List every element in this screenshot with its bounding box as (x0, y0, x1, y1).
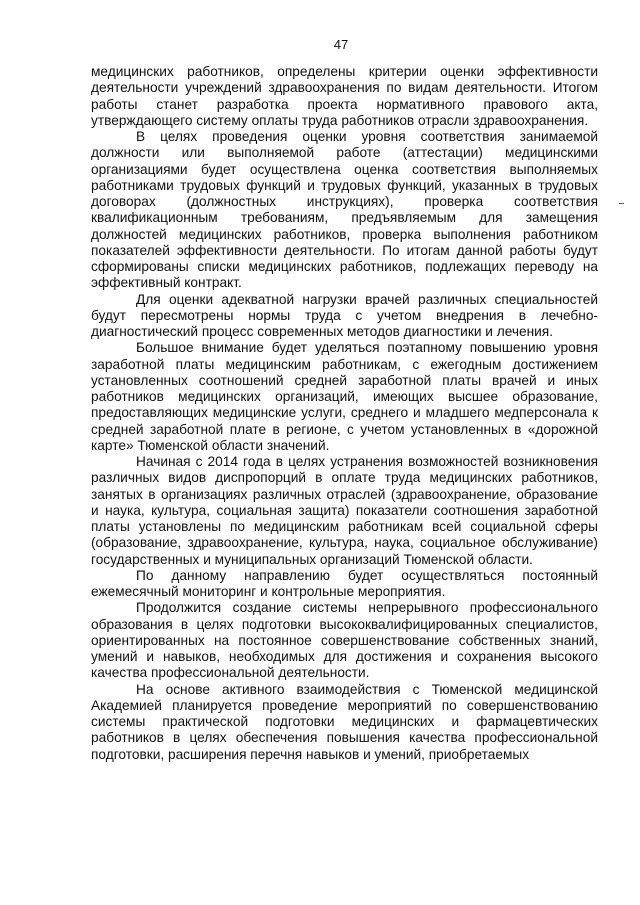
paragraph-monitoring: По данному направлению будет осуществляться постоянный ежемесячный мониторинг и контрольные мероприятия. (91, 567, 598, 599)
paragraph-salary-increase: Большое внимание будет уделяться поэтапному повышению уровня заработной платы медицинским работникам, с ежегодным достижением установленных соотношений средней заработной платы врачей и иных работников медицинских организаций, имеющих высшее образование, предоставляющих медицинские услуги, среднего и младшего медперсонала к средней заработной плате в регионе, с учетом установленных в «дорожной карте» Тюменской области значений. (91, 340, 598, 453)
document-body (91, 64, 598, 763)
paragraph-continuation: медицинских работников, определены критерии оценки эффективности деятельности учреждений здравоохранения по видам деятельности. Итогом работы станет разработка проекта нормативного правового акта, утверждающего систему оплаты труда работников отрасли здравоохранения. (91, 64, 598, 128)
paragraph-disproportions: Начиная с 2014 года в целях устранения возможностей возникновения различных видов диспропорций в оплате труда медицинских работников, занятых в организациях различных отраслей (здравоохранение, образование и наука, культура, социальная защита) показатели соотношения заработной платы установлены по медицинским работникам всей социальной сферы (образование, здравоохранение, культура, наука, социальное обслуживание) государственных и муниципальных организаций Тюменской области. (91, 454, 598, 567)
margin-mark (619, 203, 624, 204)
paragraph-academy: На основе активного взаимодействия с Тюменской медицинской Академией планируется проведение мероприятий по совершенствованию системы практической подготовки медицинских и фармацевтических работников в целях обеспечения повышения качества профессиональной подготовки, расширения перечня навыков и умений, приобретаемых (91, 681, 598, 762)
paragraph-workload: Для оценки адекватной нагрузки врачей различных специальностей будут пересмотрены нормы труда с учетом внедрения в лечебно-диагностический процесс современных методов диагностики и лечения. (91, 291, 598, 339)
page-number: 47 (333, 37, 349, 52)
paragraph-attestation: В целях проведения оценки уровня соответствия занимаемой должности или выполняемой работе (аттестации) медицинскими организациями будет осуществлена оценка соответствия выполняемых работниками трудовых функций и трудовых функций, указанных в трудовых договорах (должностных инструкциях), проверка соответствия квалификационным требованиям, предъявляемым для замещения должностей медицинских работников, проверка выполнения работником показателей эффективности деятельности. По итогам данной работы будут сформированы списки медицинских работников, подлежащих переводу на эффективный контракт. (91, 129, 598, 291)
paragraph-education: Продолжится создание системы непрерывного профессионального образования в целях подготовки высококвалифицированных специалистов, ориентированных на постоянное совершенствование собственных знаний, умений и навыков, необходимых для достижения и сохранения высокого качества профессиональной деятельности. (91, 600, 598, 681)
